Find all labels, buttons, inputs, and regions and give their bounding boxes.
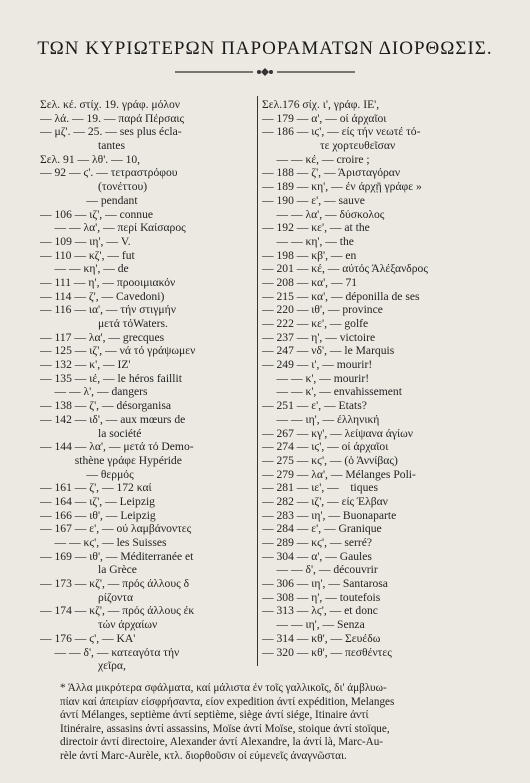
- errata-line: — 284 — ε', — Granique: [262, 522, 382, 536]
- errata-line: — — δ', — κατεαγότα τήν: [40, 645, 180, 659]
- errata-line: — 308 — η', — toutefois: [262, 590, 381, 604]
- errata-line: — 164 — ιζ', — Leipzig: [40, 494, 155, 508]
- errata-line: — 283 — ιη', — Buonaparte: [262, 508, 397, 522]
- errata-line: — 220 — ιθ', — province: [262, 303, 383, 317]
- errata-line: — λά. — 19. — παρά Πέρσαις: [40, 111, 185, 125]
- errata-line: — 247 — νδ', — le Marquis: [262, 344, 395, 358]
- errata-line: — 179 — α', — οί άρχαῖοι: [262, 111, 387, 125]
- errata-line: — 289 — κϛ', — serré?: [262, 536, 373, 549]
- errata-line: χεῖρα,: [40, 659, 126, 673]
- errata-line: — — κέ, — croire ;: [262, 152, 370, 166]
- footnote-line: πίαν καί άπειρίαν είσφρήσαντα, είον expedition άντί expédition, Melanges: [60, 695, 395, 708]
- footnote-line: άντί Mélanges, septième άντί septième, siège άντί siége, Itinaire άντί: [60, 709, 369, 721]
- errata-line: — 313 — λϛ', — et donc: [262, 604, 378, 618]
- errata-column-right: [262, 98, 520, 659]
- errata-line: — 176 — ϛ', — ΚΑ': [40, 631, 136, 645]
- errata-line: — 161 — ζ', — 172 καί: [40, 481, 152, 495]
- errata-line: — 282 — ιζ', — είς Έλβαν: [262, 494, 388, 508]
- errata-line: — 237 — η', — victoire: [262, 330, 376, 344]
- errata-line: tantes: [40, 139, 126, 153]
- errata-line: — — κ', — envahissement: [262, 385, 402, 399]
- errata-line: la Grèce: [40, 563, 137, 577]
- errata-line: la société: [40, 426, 142, 440]
- footnote: [60, 682, 492, 763]
- errata-line: — — κη', — de: [40, 262, 129, 276]
- errata-line: — 117 — λα', — grecques: [40, 330, 165, 344]
- errata-line: — 174 — κζ', — πρός άλλους έκ: [40, 604, 195, 618]
- errata-line: — 198 — κβ', — en: [262, 248, 357, 262]
- errata-line: — 92 — ϛ'. — τετραστρόφου: [40, 166, 178, 180]
- errata-line: τε χορτευθεῖσαν: [262, 139, 396, 153]
- errata-line: — 111 — η', — προοιμιακόν: [40, 275, 176, 289]
- decorative-rule: [175, 66, 355, 78]
- errata-line: (τονέττου): [40, 180, 148, 194]
- errata-line: — 106 — ιζ', — connue: [40, 207, 154, 221]
- errata-line: — 109 — ιη', — V.: [40, 234, 131, 248]
- errata-line: — 169 — ιθ', — Méditerranée et: [40, 549, 194, 563]
- errata-column-left: [40, 98, 260, 673]
- errata-line: — 116 — ια', — τήν στιγμήν: [40, 303, 176, 317]
- errata-line: — 274 — ιϛ', — οί άρχαῖοι: [262, 440, 389, 454]
- errata-line: — — λ', — dangers: [40, 385, 148, 399]
- errata-line: — 222 — κε', — golfe: [262, 317, 369, 330]
- errata-line: — — δ', — découvrir: [262, 563, 378, 577]
- errata-line: — 110 — κζ', — fut: [40, 248, 135, 262]
- errata-line: ρίζοντα: [40, 590, 134, 604]
- errata-line: Σελ. 91 — λθ'. — 10,: [40, 152, 141, 166]
- errata-line: — — ιη', — έλληνική: [262, 412, 380, 426]
- footnote-line: directoir άντί directoire, Alexander άντί Alexandre, la άντί là, Marc-Au-: [60, 736, 384, 748]
- column-divider: [257, 96, 258, 666]
- errata-line: — 192 — κε', — at the: [262, 221, 370, 235]
- errata-line: — — κϛ', — les Suisses: [40, 536, 167, 549]
- errata-line: — 132 — κ', — ΙΖ': [40, 358, 131, 372]
- errata-line: — 138 — ζ', — désorganisa: [40, 399, 171, 413]
- errata-line: — 249 — ι', — mourir!: [262, 358, 373, 372]
- errata-line: — 166 — ιθ', — Leipzig: [40, 508, 156, 522]
- page-title: ΤΩΝ ΚΥΡΙΩΤΕΡΩΝ ΠΑΡΟΡΑΜΑΤΩΝ ΔΙΟΡΘΩΣΙΣ.: [37, 38, 493, 59]
- errata-line: — — ιη', — Senza: [262, 618, 365, 632]
- errata-line: — 267 — κγ', — λείψανα άγίων: [262, 426, 413, 440]
- errata-line: — 279 — λα', — Mélanges Poli-: [262, 467, 416, 481]
- errata-line: — — λα', — δύσκολος: [262, 207, 385, 221]
- footnote-line: rèle άντί Marc-Aurèle, κτλ. διορθοῦσιν οί εύμενεῖς άναγνῶσται.: [60, 749, 347, 762]
- errata-line: — 251 — ε', — Etats?: [262, 399, 367, 413]
- footnote-line: * Άλλα μικρότερα σφάλματα, καί μάλιστα έν τοῖς γαλλικοῖς, δι' άμβλυω-: [60, 682, 387, 694]
- errata-line: — 186 — ιϛ', — είς τήν νεωτέ τό-: [262, 125, 421, 139]
- errata-line: — 173 — κζ', — πρός άλλους δ: [40, 577, 190, 591]
- footnote-line: Itinéraire, assasins άντί assassins, Moïse άντί Moïse, stoique άντί stoïque,: [60, 722, 390, 735]
- errata-line: — μζ'. — 25. — ses plus écla-: [40, 125, 182, 139]
- errata-line: — — κη', — the: [262, 234, 354, 248]
- errata-line: Σελ. κέ. στίχ. 19. γράφ. μόλον: [40, 98, 181, 111]
- errata-line: — 320 — κθ', — πεσθέντες: [262, 645, 392, 659]
- errata-line: — 189 — κη', — έν άρχῇ γράφε »: [262, 180, 422, 194]
- errata-line: — 215 — κα', — déponilla de ses: [262, 289, 420, 303]
- errata-line: — 314 — κθ', — Σευέδω: [262, 631, 381, 645]
- errata-line: — 167 — ε', — ού λαμβάνοντες: [40, 522, 192, 536]
- errata-line: τών άρχαίων: [40, 618, 158, 632]
- errata-line: — 190 — ε', — sauve: [262, 193, 365, 207]
- errata-line: sthène γράφε Hypéride: [40, 453, 182, 467]
- errata-line: — 142 — ιδ', — aux mœurs de: [40, 412, 186, 426]
- errata-line: — 306 — ιη', — Santarosa: [262, 577, 388, 591]
- errata-line: — pendant: [40, 193, 138, 207]
- errata-line: — 201 — κέ, — αύτός Άλέξανδρος: [262, 262, 428, 276]
- errata-line: — — κ', — mourir!: [262, 371, 370, 385]
- errata-line: — θερμός: [40, 467, 134, 481]
- errata-line: — 125 — ιζ', — νά τό γράψωμεν: [40, 344, 196, 358]
- errata-line: — — λα', — περί Καίσαρος: [40, 221, 186, 235]
- errata-line: — 188 — ζ', — Άρισταγόραν: [262, 166, 401, 180]
- errata-line: — 114 — ζ', — Cavedoni): [40, 289, 165, 303]
- errata-line: — 135 — ιέ, — le héros faillit: [40, 371, 182, 385]
- errata-line: — 144 — λα', — μετά τό Demo-: [40, 440, 194, 454]
- errata-line: μετά τόWaters.: [40, 317, 168, 330]
- errata-line: Σελ.176 σίχ. ι', γράφ. ΙΕ',: [262, 98, 380, 111]
- errata-line: — 304 — α', — Gaules: [262, 549, 372, 563]
- errata-line: — 275 — κϛ', — (ὁ Άννίβας): [262, 453, 398, 467]
- errata-line: — 208 — κα', — 71: [262, 275, 358, 289]
- errata-line: — 281 — ιε', — tiques: [262, 481, 379, 495]
